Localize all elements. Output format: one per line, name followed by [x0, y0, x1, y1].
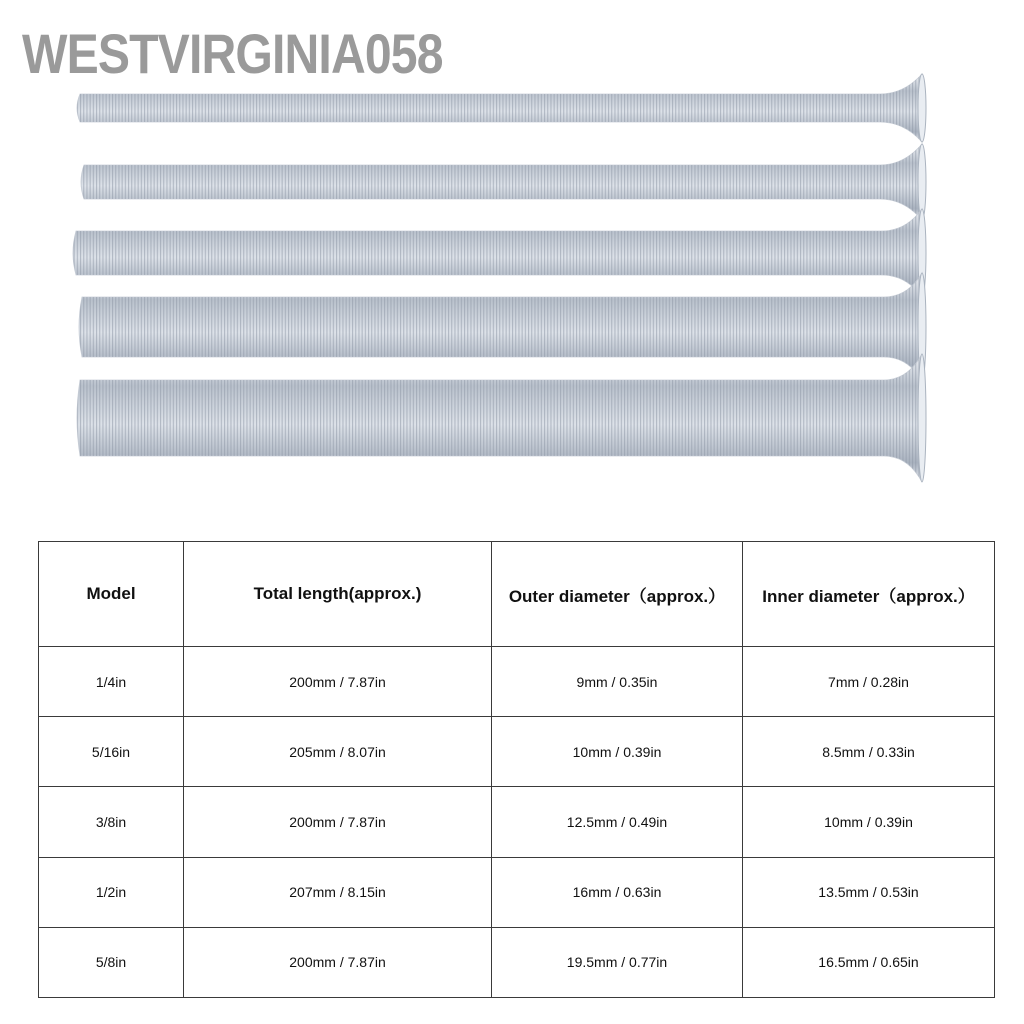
header-inner-diameter: Inner diameter（approx.）	[743, 542, 995, 647]
cell-model: 1/4in	[39, 647, 184, 717]
cell-total-length: 207mm / 8.15in	[184, 857, 492, 927]
cell-inner-diameter: 16.5mm / 0.65in	[743, 927, 995, 997]
cell-model: 5/8in	[39, 927, 184, 997]
cell-outer-diameter: 16mm / 0.63in	[492, 857, 743, 927]
cell-outer-diameter: 19.5mm / 0.77in	[492, 927, 743, 997]
table-row	[39, 717, 995, 787]
spring-bender	[77, 354, 926, 482]
table-row	[39, 927, 995, 997]
cell-model: 3/8in	[39, 787, 184, 857]
header-outer-diameter: Outer diameter（approx.）	[492, 542, 743, 647]
table-row	[39, 647, 995, 717]
spring-bender	[73, 209, 926, 297]
cell-model: 1/2in	[39, 857, 184, 927]
product-image	[0, 60, 1024, 500]
cell-outer-diameter: 9mm / 0.35in	[492, 647, 743, 717]
cell-outer-diameter: 10mm / 0.39in	[492, 717, 743, 787]
spec-table	[38, 541, 995, 998]
cell-total-length: 200mm / 7.87in	[184, 927, 492, 997]
cell-model: 5/16in	[39, 717, 184, 787]
spring-bender	[79, 273, 926, 381]
table-row	[39, 857, 995, 927]
cell-inner-diameter: 7mm / 0.28in	[743, 647, 995, 717]
watermark: WESTVIRGINIA058	[22, 22, 443, 85]
cell-total-length: 200mm / 7.87in	[184, 647, 492, 717]
header-model: Model	[39, 542, 184, 647]
cell-inner-diameter: 10mm / 0.39in	[743, 787, 995, 857]
header-total-length: Total length(approx.)	[184, 542, 492, 647]
cell-inner-diameter: 8.5mm / 0.33in	[743, 717, 995, 787]
cell-outer-diameter: 12.5mm / 0.49in	[492, 787, 743, 857]
cell-total-length: 200mm / 7.87in	[184, 787, 492, 857]
table-header-row	[39, 542, 995, 647]
table-row	[39, 787, 995, 857]
spring-bender	[81, 144, 926, 220]
cell-total-length: 205mm / 8.07in	[184, 717, 492, 787]
cell-inner-diameter: 13.5mm / 0.53in	[743, 857, 995, 927]
spring-bender	[77, 74, 926, 142]
